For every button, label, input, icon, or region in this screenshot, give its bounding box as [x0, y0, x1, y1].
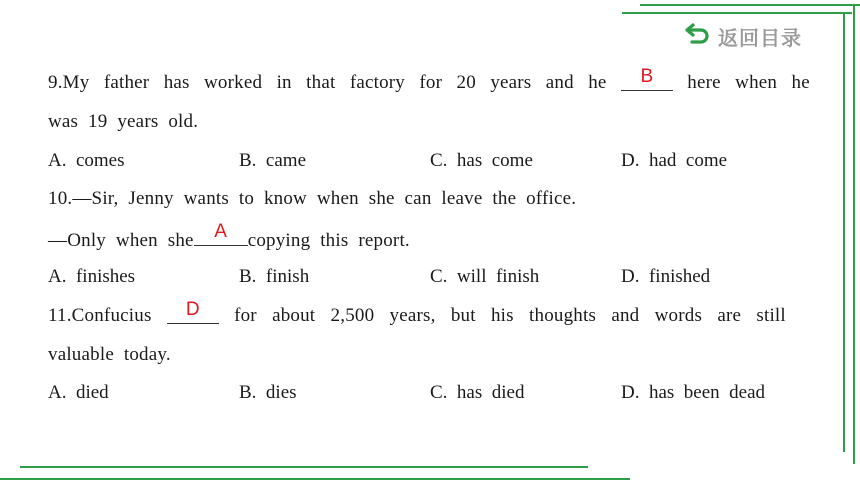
q9-word: when [735, 72, 778, 93]
frame-top-line [622, 12, 852, 14]
q11-word: but [450, 305, 476, 326]
return-arrow-icon [684, 22, 712, 51]
option-b: B. dies [239, 382, 297, 403]
frame-bottom-line [20, 466, 588, 468]
q9-word: 20 [456, 72, 476, 93]
q9-word: 9.My [48, 72, 90, 93]
option-d: D. has been dead [621, 382, 766, 403]
q9-word: in [276, 72, 292, 93]
q11-word: for [234, 305, 257, 326]
option-d: D. finished [621, 266, 711, 287]
q11-word: 2,500 [330, 305, 375, 326]
answer-blank [194, 221, 248, 246]
frame-bottom-line-outer [0, 478, 630, 480]
q11-word: years, [389, 305, 436, 326]
q11-word: are [717, 305, 742, 326]
option-d: D. had come [621, 150, 728, 171]
question-9-line-1 [48, 66, 810, 94]
q9-word: and [545, 72, 574, 93]
q10-text-before: —Only when she [48, 230, 194, 251]
q11-word: and [611, 305, 640, 326]
back-to-contents-button[interactable] [684, 22, 802, 50]
option-b: B. finish [239, 266, 310, 287]
q11-word: his [490, 305, 514, 326]
frame-right-line-outer [853, 4, 855, 464]
q9-word: has [163, 72, 190, 93]
question-10-line-2 [48, 221, 410, 252]
q11-word: thoughts [529, 305, 597, 326]
q11-word: words [654, 305, 703, 326]
answer-blank [167, 299, 219, 324]
frame-top-line-outer [640, 4, 860, 6]
q11-word: 11.Confucius [48, 305, 152, 326]
question-10-line-1: 10.—Sir, Jenny wants to know when she can leave the office. [48, 188, 577, 209]
answer-text: B [640, 66, 654, 87]
question-9-line-2: was 19 years old. [48, 111, 199, 132]
q9-word: for [419, 72, 443, 93]
option-a: A. died [48, 382, 109, 403]
option-c: C. has died [430, 382, 525, 403]
option-b: B. came [239, 150, 307, 171]
back-to-contents-label: 返回目录 [718, 25, 802, 50]
q9-word: he [791, 72, 810, 93]
frame-right-line [843, 12, 845, 452]
option-a: A. finishes [48, 266, 136, 287]
answer-text: D [185, 299, 200, 320]
q9-word: here [687, 72, 721, 93]
question-11-line-1 [48, 299, 786, 327]
option-c: C. has come [430, 150, 533, 171]
option-a: A. comes [48, 150, 125, 171]
q9-word: that [306, 72, 336, 93]
q9-word: worked [204, 72, 263, 93]
q9-word: he [588, 72, 607, 93]
q9-word: factory [349, 72, 406, 93]
q11-word: about [272, 305, 316, 326]
q11-word: still [756, 305, 786, 326]
option-c: C. will finish [430, 266, 540, 287]
answer-text: A [214, 221, 228, 242]
question-11-line-2: valuable today. [48, 344, 171, 365]
q9-word: father [103, 72, 150, 93]
q10-text-after: copying this report. [247, 230, 410, 251]
q9-word: years [490, 72, 532, 93]
answer-blank [621, 66, 673, 91]
